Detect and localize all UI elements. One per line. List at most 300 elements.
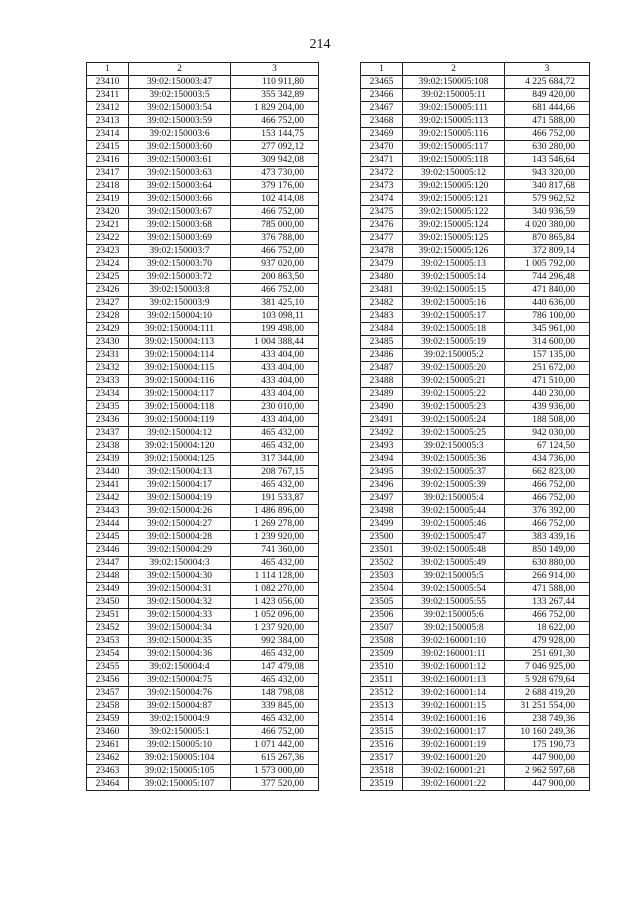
cadastral-number-cell: 39:02:150005:116	[403, 128, 505, 141]
table-row	[361, 102, 590, 115]
cadastral-number-cell: 39:02:150003:60	[129, 141, 231, 154]
value-cell: 465 432,00	[231, 648, 319, 661]
row-number-cell: 23502	[361, 557, 403, 570]
row-number-cell: 23470	[361, 141, 403, 154]
table-row	[87, 245, 319, 258]
row-number-cell: 23496	[361, 479, 403, 492]
cadastral-number-cell: 39:02:150003:61	[129, 154, 231, 167]
value-cell: 1 005 792,00	[505, 258, 590, 271]
value-cell: 147 479,08	[231, 661, 319, 674]
table-row	[361, 492, 590, 505]
row-number-cell: 23432	[87, 362, 129, 375]
row-number-cell: 23442	[87, 492, 129, 505]
table-row	[87, 141, 319, 154]
row-number-cell: 23494	[361, 453, 403, 466]
cadastral-number-cell: 39:02:150003:72	[129, 271, 231, 284]
cadastral-number-cell: 39:02:160001:12	[403, 661, 505, 674]
table-row	[87, 115, 319, 128]
cadastral-number-cell: 39:02:150003:69	[129, 232, 231, 245]
table-row	[361, 349, 590, 362]
value-cell: 175 190,73	[505, 739, 590, 752]
row-number-cell: 23413	[87, 115, 129, 128]
row-number-cell: 23469	[361, 128, 403, 141]
table-row	[87, 713, 319, 726]
value-cell: 937 020,00	[231, 258, 319, 271]
row-number-cell: 23499	[361, 518, 403, 531]
value-cell: 379 176,00	[231, 180, 319, 193]
value-cell: 630 880,00	[505, 557, 590, 570]
value-cell: 143 546,64	[505, 154, 590, 167]
cadastral-number-cell: 39:02:150005:15	[403, 284, 505, 297]
cadastral-number-cell: 39:02:150003:9	[129, 297, 231, 310]
row-number-cell: 23472	[361, 167, 403, 180]
row-number-cell: 23423	[87, 245, 129, 258]
table-row	[361, 466, 590, 479]
value-cell: 471 510,00	[505, 375, 590, 388]
table-row	[361, 89, 590, 102]
value-cell: 266 914,00	[505, 570, 590, 583]
table-row	[87, 258, 319, 271]
value-cell: 2 962 597,68	[505, 765, 590, 778]
value-cell: 466 752,00	[231, 726, 319, 739]
table-row	[87, 531, 319, 544]
cadastral-number-cell: 39:02:160001:21	[403, 765, 505, 778]
cadastral-number-cell: 39:02:150004:75	[129, 674, 231, 687]
column-header-value: 3	[505, 63, 590, 76]
table-row	[361, 76, 590, 89]
row-number-cell: 23453	[87, 635, 129, 648]
row-number-cell: 23490	[361, 401, 403, 414]
value-cell: 992 384,00	[231, 635, 319, 648]
value-cell: 1 082 270,00	[231, 583, 319, 596]
table-row	[87, 310, 319, 323]
row-number-cell: 23508	[361, 635, 403, 648]
table-row	[361, 531, 590, 544]
cadastral-number-cell: 39:02:150005:124	[403, 219, 505, 232]
row-number-cell: 23433	[87, 375, 129, 388]
cadastral-number-cell: 39:02:150005:37	[403, 466, 505, 479]
table-row	[87, 128, 319, 141]
table-row	[361, 687, 590, 700]
row-number-cell: 23428	[87, 310, 129, 323]
registry-table-left	[86, 62, 319, 791]
value-cell: 471 840,00	[505, 284, 590, 297]
table-row	[361, 479, 590, 492]
value-cell: 377 520,00	[231, 778, 319, 791]
table-row	[361, 635, 590, 648]
table-row	[87, 726, 319, 739]
row-number-cell: 23477	[361, 232, 403, 245]
cadastral-number-cell: 39:02:150005:44	[403, 505, 505, 518]
value-cell: 466 752,00	[231, 284, 319, 297]
row-number-cell: 23420	[87, 206, 129, 219]
value-cell: 681 444,66	[505, 102, 590, 115]
cadastral-number-cell: 39:02:150005:47	[403, 531, 505, 544]
value-cell: 199 498,00	[231, 323, 319, 336]
value-cell: 785 000,00	[231, 219, 319, 232]
value-cell: 466 752,00	[505, 518, 590, 531]
cadastral-number-cell: 39:02:150005:104	[129, 752, 231, 765]
table-row	[87, 349, 319, 362]
row-number-cell: 23482	[361, 297, 403, 310]
row-number-cell: 23419	[87, 193, 129, 206]
value-cell: 465 432,00	[231, 674, 319, 687]
row-number-cell: 23466	[361, 89, 403, 102]
value-cell: 466 752,00	[505, 492, 590, 505]
cadastral-number-cell: 39:02:150004:31	[129, 583, 231, 596]
table-row	[87, 778, 319, 791]
cadastral-number-cell: 39:02:150004:87	[129, 700, 231, 713]
cadastral-number-cell: 39:02:160001:20	[403, 752, 505, 765]
table-row	[361, 375, 590, 388]
value-cell: 471 588,00	[505, 583, 590, 596]
row-number-cell: 23474	[361, 193, 403, 206]
table-row	[87, 466, 319, 479]
column-header-number: 1	[87, 63, 129, 76]
table-row	[87, 232, 319, 245]
table-row	[87, 700, 319, 713]
table-row	[361, 388, 590, 401]
cadastral-number-cell: 39:02:150005:107	[129, 778, 231, 791]
row-number-cell: 23491	[361, 414, 403, 427]
row-number-cell: 23507	[361, 622, 403, 635]
cadastral-number-cell: 39:02:150003:47	[129, 76, 231, 89]
value-cell: 103 098,11	[231, 310, 319, 323]
row-number-cell: 23417	[87, 167, 129, 180]
cadastral-number-cell: 39:02:150005:126	[403, 245, 505, 258]
row-number-cell: 23501	[361, 544, 403, 557]
cadastral-number-cell: 39:02:150004:34	[129, 622, 231, 635]
table-row	[361, 726, 590, 739]
table-row	[361, 206, 590, 219]
value-cell: 148 798,08	[231, 687, 319, 700]
table-header-row	[361, 63, 590, 76]
value-cell: 67 124,50	[505, 440, 590, 453]
value-cell: 251 672,00	[505, 362, 590, 375]
value-cell: 1 114 128,00	[231, 570, 319, 583]
value-cell: 471 588,00	[505, 115, 590, 128]
row-number-cell: 23425	[87, 271, 129, 284]
row-number-cell: 23418	[87, 180, 129, 193]
value-cell: 4 020 380,00	[505, 219, 590, 232]
value-cell: 662 823,00	[505, 466, 590, 479]
row-number-cell: 23410	[87, 76, 129, 89]
table-row	[361, 583, 590, 596]
value-cell: 433 404,00	[231, 349, 319, 362]
table-row	[87, 518, 319, 531]
value-cell: 870 865,84	[505, 232, 590, 245]
table-row	[361, 518, 590, 531]
table-row	[87, 492, 319, 505]
table-row	[361, 752, 590, 765]
value-cell: 433 404,00	[231, 375, 319, 388]
row-number-cell: 23476	[361, 219, 403, 232]
cadastral-number-cell: 39:02:150005:4	[403, 492, 505, 505]
cadastral-number-cell: 39:02:150005:46	[403, 518, 505, 531]
row-number-cell: 23492	[361, 427, 403, 440]
table-row	[87, 89, 319, 102]
cadastral-number-cell: 39:02:150005:121	[403, 193, 505, 206]
cadastral-number-cell: 39:02:150003:59	[129, 115, 231, 128]
table-row	[361, 427, 590, 440]
row-number-cell: 23457	[87, 687, 129, 700]
cadastral-number-cell: 39:02:150004:19	[129, 492, 231, 505]
cadastral-number-cell: 39:02:150004:17	[129, 479, 231, 492]
value-cell: 340 817,68	[505, 180, 590, 193]
table-row	[87, 414, 319, 427]
value-cell: 942 030,00	[505, 427, 590, 440]
value-cell: 251 691,30	[505, 648, 590, 661]
cadastral-number-cell: 39:02:150004:9	[129, 713, 231, 726]
table-row	[361, 336, 590, 349]
row-number-cell: 23493	[361, 440, 403, 453]
row-number-cell: 23473	[361, 180, 403, 193]
value-cell: 786 100,00	[505, 310, 590, 323]
value-cell: 744 296,48	[505, 271, 590, 284]
row-number-cell: 23414	[87, 128, 129, 141]
value-cell: 5 928 679,64	[505, 674, 590, 687]
cadastral-number-cell: 39:02:150003:63	[129, 167, 231, 180]
value-cell: 383 439,16	[505, 531, 590, 544]
row-number-cell: 23479	[361, 258, 403, 271]
row-number-cell: 23438	[87, 440, 129, 453]
row-number-cell: 23505	[361, 596, 403, 609]
value-cell: 466 752,00	[231, 245, 319, 258]
row-number-cell: 23431	[87, 349, 129, 362]
table-row	[361, 739, 590, 752]
cadastral-number-cell: 39:02:150005:10	[129, 739, 231, 752]
row-number-cell: 23450	[87, 596, 129, 609]
value-cell: 230 010,00	[231, 401, 319, 414]
cadastral-number-cell: 39:02:150005:5	[403, 570, 505, 583]
cadastral-number-cell: 39:02:150005:117	[403, 141, 505, 154]
cadastral-number-cell: 39:02:150005:55	[403, 596, 505, 609]
value-cell: 133 267,44	[505, 596, 590, 609]
table-row	[87, 687, 319, 700]
table-row	[87, 401, 319, 414]
row-number-cell: 23435	[87, 401, 129, 414]
column-header-cadastral-number: 2	[129, 63, 231, 76]
cadastral-number-cell: 39:02:150004:76	[129, 687, 231, 700]
cadastral-number-cell: 39:02:150003:70	[129, 258, 231, 271]
table-row	[87, 180, 319, 193]
row-number-cell: 23412	[87, 102, 129, 115]
table-row	[361, 648, 590, 661]
cadastral-number-cell: 39:02:150005:20	[403, 362, 505, 375]
cadastral-number-cell: 39:02:160001:14	[403, 687, 505, 700]
table-row	[87, 739, 319, 752]
cadastral-number-cell: 39:02:150003:67	[129, 206, 231, 219]
table-row	[361, 596, 590, 609]
cadastral-number-cell: 39:02:150005:11	[403, 89, 505, 102]
table-row	[87, 557, 319, 570]
row-number-cell: 23458	[87, 700, 129, 713]
table-row	[361, 128, 590, 141]
cadastral-number-cell: 39:02:150004:26	[129, 505, 231, 518]
cadastral-number-cell: 39:02:150003:64	[129, 180, 231, 193]
row-number-cell: 23461	[87, 739, 129, 752]
value-cell: 345 961,00	[505, 323, 590, 336]
cadastral-number-cell: 39:02:150004:29	[129, 544, 231, 557]
table-row	[87, 635, 319, 648]
table-header-row	[87, 63, 319, 76]
value-cell: 434 736,00	[505, 453, 590, 466]
table-row	[87, 362, 319, 375]
table-row	[87, 544, 319, 557]
row-number-cell: 23459	[87, 713, 129, 726]
table-row	[87, 427, 319, 440]
row-number-cell: 23416	[87, 154, 129, 167]
cadastral-number-cell: 39:02:150005:49	[403, 557, 505, 570]
table-row	[87, 102, 319, 115]
cadastral-number-cell: 39:02:160001:10	[403, 635, 505, 648]
value-cell: 465 432,00	[231, 427, 319, 440]
value-cell: 309 942,08	[231, 154, 319, 167]
value-cell: 2 688 419,20	[505, 687, 590, 700]
cadastral-number-cell: 39:02:150005:13	[403, 258, 505, 271]
row-number-cell: 23513	[361, 700, 403, 713]
row-number-cell: 23454	[87, 648, 129, 661]
table-row	[87, 297, 319, 310]
row-number-cell: 23446	[87, 544, 129, 557]
row-number-cell: 23481	[361, 284, 403, 297]
value-cell: 465 432,00	[231, 479, 319, 492]
row-number-cell: 23498	[361, 505, 403, 518]
table-row	[87, 76, 319, 89]
row-number-cell: 23480	[361, 271, 403, 284]
table-row	[361, 232, 590, 245]
cadastral-number-cell: 39:02:150004:36	[129, 648, 231, 661]
value-cell: 340 936,59	[505, 206, 590, 219]
row-number-cell: 23475	[361, 206, 403, 219]
value-cell: 479 928,00	[505, 635, 590, 648]
cadastral-number-cell: 39:02:150005:14	[403, 271, 505, 284]
row-number-cell: 23424	[87, 258, 129, 271]
value-cell: 440 230,00	[505, 388, 590, 401]
value-cell: 31 251 554,00	[505, 700, 590, 713]
row-number-cell: 23421	[87, 219, 129, 232]
value-cell: 465 432,00	[231, 713, 319, 726]
table-row	[361, 258, 590, 271]
registry-table-right	[360, 62, 590, 791]
value-cell: 4 225 684,72	[505, 76, 590, 89]
row-number-cell: 23504	[361, 583, 403, 596]
table-row	[87, 271, 319, 284]
value-cell: 466 752,00	[505, 479, 590, 492]
cadastral-number-cell: 39:02:150005:16	[403, 297, 505, 310]
row-number-cell: 23448	[87, 570, 129, 583]
row-number-cell: 23426	[87, 284, 129, 297]
value-cell: 741 360,00	[231, 544, 319, 557]
value-cell: 440 636,00	[505, 297, 590, 310]
cadastral-number-cell: 39:02:150005:22	[403, 388, 505, 401]
cadastral-number-cell: 39:02:150004:3	[129, 557, 231, 570]
row-number-cell: 23430	[87, 336, 129, 349]
cadastral-number-cell: 39:02:160001:16	[403, 713, 505, 726]
row-number-cell: 23462	[87, 752, 129, 765]
cadastral-number-cell: 39:02:150005:111	[403, 102, 505, 115]
cadastral-number-cell: 39:02:150005:23	[403, 401, 505, 414]
value-cell: 200 863,50	[231, 271, 319, 284]
cadastral-number-cell: 39:02:150005:19	[403, 336, 505, 349]
value-cell: 439 936,00	[505, 401, 590, 414]
row-number-cell: 23451	[87, 609, 129, 622]
table-row	[87, 752, 319, 765]
cadastral-number-cell: 39:02:150004:33	[129, 609, 231, 622]
table-row	[361, 505, 590, 518]
cadastral-number-cell: 39:02:150005:17	[403, 310, 505, 323]
row-number-cell: 23449	[87, 583, 129, 596]
cadastral-number-cell: 39:02:150005:120	[403, 180, 505, 193]
row-number-cell: 23437	[87, 427, 129, 440]
cadastral-number-cell: 39:02:150003:8	[129, 284, 231, 297]
cadastral-number-cell: 39:02:150005:108	[403, 76, 505, 89]
table-row	[87, 440, 319, 453]
table-row	[87, 388, 319, 401]
row-number-cell: 23515	[361, 726, 403, 739]
cadastral-number-cell: 39:02:150005:24	[403, 414, 505, 427]
value-cell: 376 392,00	[505, 505, 590, 518]
row-number-cell: 23497	[361, 492, 403, 505]
value-cell: 381 425,10	[231, 297, 319, 310]
row-number-cell: 23519	[361, 778, 403, 791]
cadastral-number-cell: 39:02:150004:12	[129, 427, 231, 440]
value-cell: 1 071 442,00	[231, 739, 319, 752]
row-number-cell: 23422	[87, 232, 129, 245]
row-number-cell: 23447	[87, 557, 129, 570]
cadastral-number-cell: 39:02:150004:35	[129, 635, 231, 648]
table-row	[361, 115, 590, 128]
cadastral-number-cell: 39:02:150004:30	[129, 570, 231, 583]
row-number-cell: 23460	[87, 726, 129, 739]
value-cell: 447 900,00	[505, 778, 590, 791]
cadastral-number-cell: 39:02:150005:54	[403, 583, 505, 596]
value-cell: 372 809,14	[505, 245, 590, 258]
cadastral-number-cell: 39:02:150004:4	[129, 661, 231, 674]
table-row	[87, 648, 319, 661]
cadastral-number-cell: 39:02:160001:17	[403, 726, 505, 739]
value-cell: 466 752,00	[505, 128, 590, 141]
row-number-cell: 23512	[361, 687, 403, 700]
row-number-cell: 23439	[87, 453, 129, 466]
row-number-cell: 23468	[361, 115, 403, 128]
row-number-cell: 23464	[87, 778, 129, 791]
table-row	[361, 609, 590, 622]
value-cell: 355 342,89	[231, 89, 319, 102]
cadastral-number-cell: 39:02:160001:11	[403, 648, 505, 661]
value-cell: 188 508,00	[505, 414, 590, 427]
row-number-cell: 23509	[361, 648, 403, 661]
table-row	[87, 765, 319, 778]
row-number-cell: 23500	[361, 531, 403, 544]
table-row	[87, 609, 319, 622]
row-number-cell: 23514	[361, 713, 403, 726]
table-row	[361, 622, 590, 635]
table-row	[87, 622, 319, 635]
row-number-cell: 23415	[87, 141, 129, 154]
row-number-cell: 23495	[361, 466, 403, 479]
value-cell: 943 320,00	[505, 167, 590, 180]
row-number-cell: 23427	[87, 297, 129, 310]
row-number-cell: 23440	[87, 466, 129, 479]
table-row	[361, 453, 590, 466]
cadastral-number-cell: 39:02:150005:48	[403, 544, 505, 557]
table-row	[87, 154, 319, 167]
table-row	[87, 323, 319, 336]
value-cell: 7 046 925,00	[505, 661, 590, 674]
value-cell: 10 160 249,36	[505, 726, 590, 739]
cadastral-number-cell: 39:02:150005:1	[129, 726, 231, 739]
